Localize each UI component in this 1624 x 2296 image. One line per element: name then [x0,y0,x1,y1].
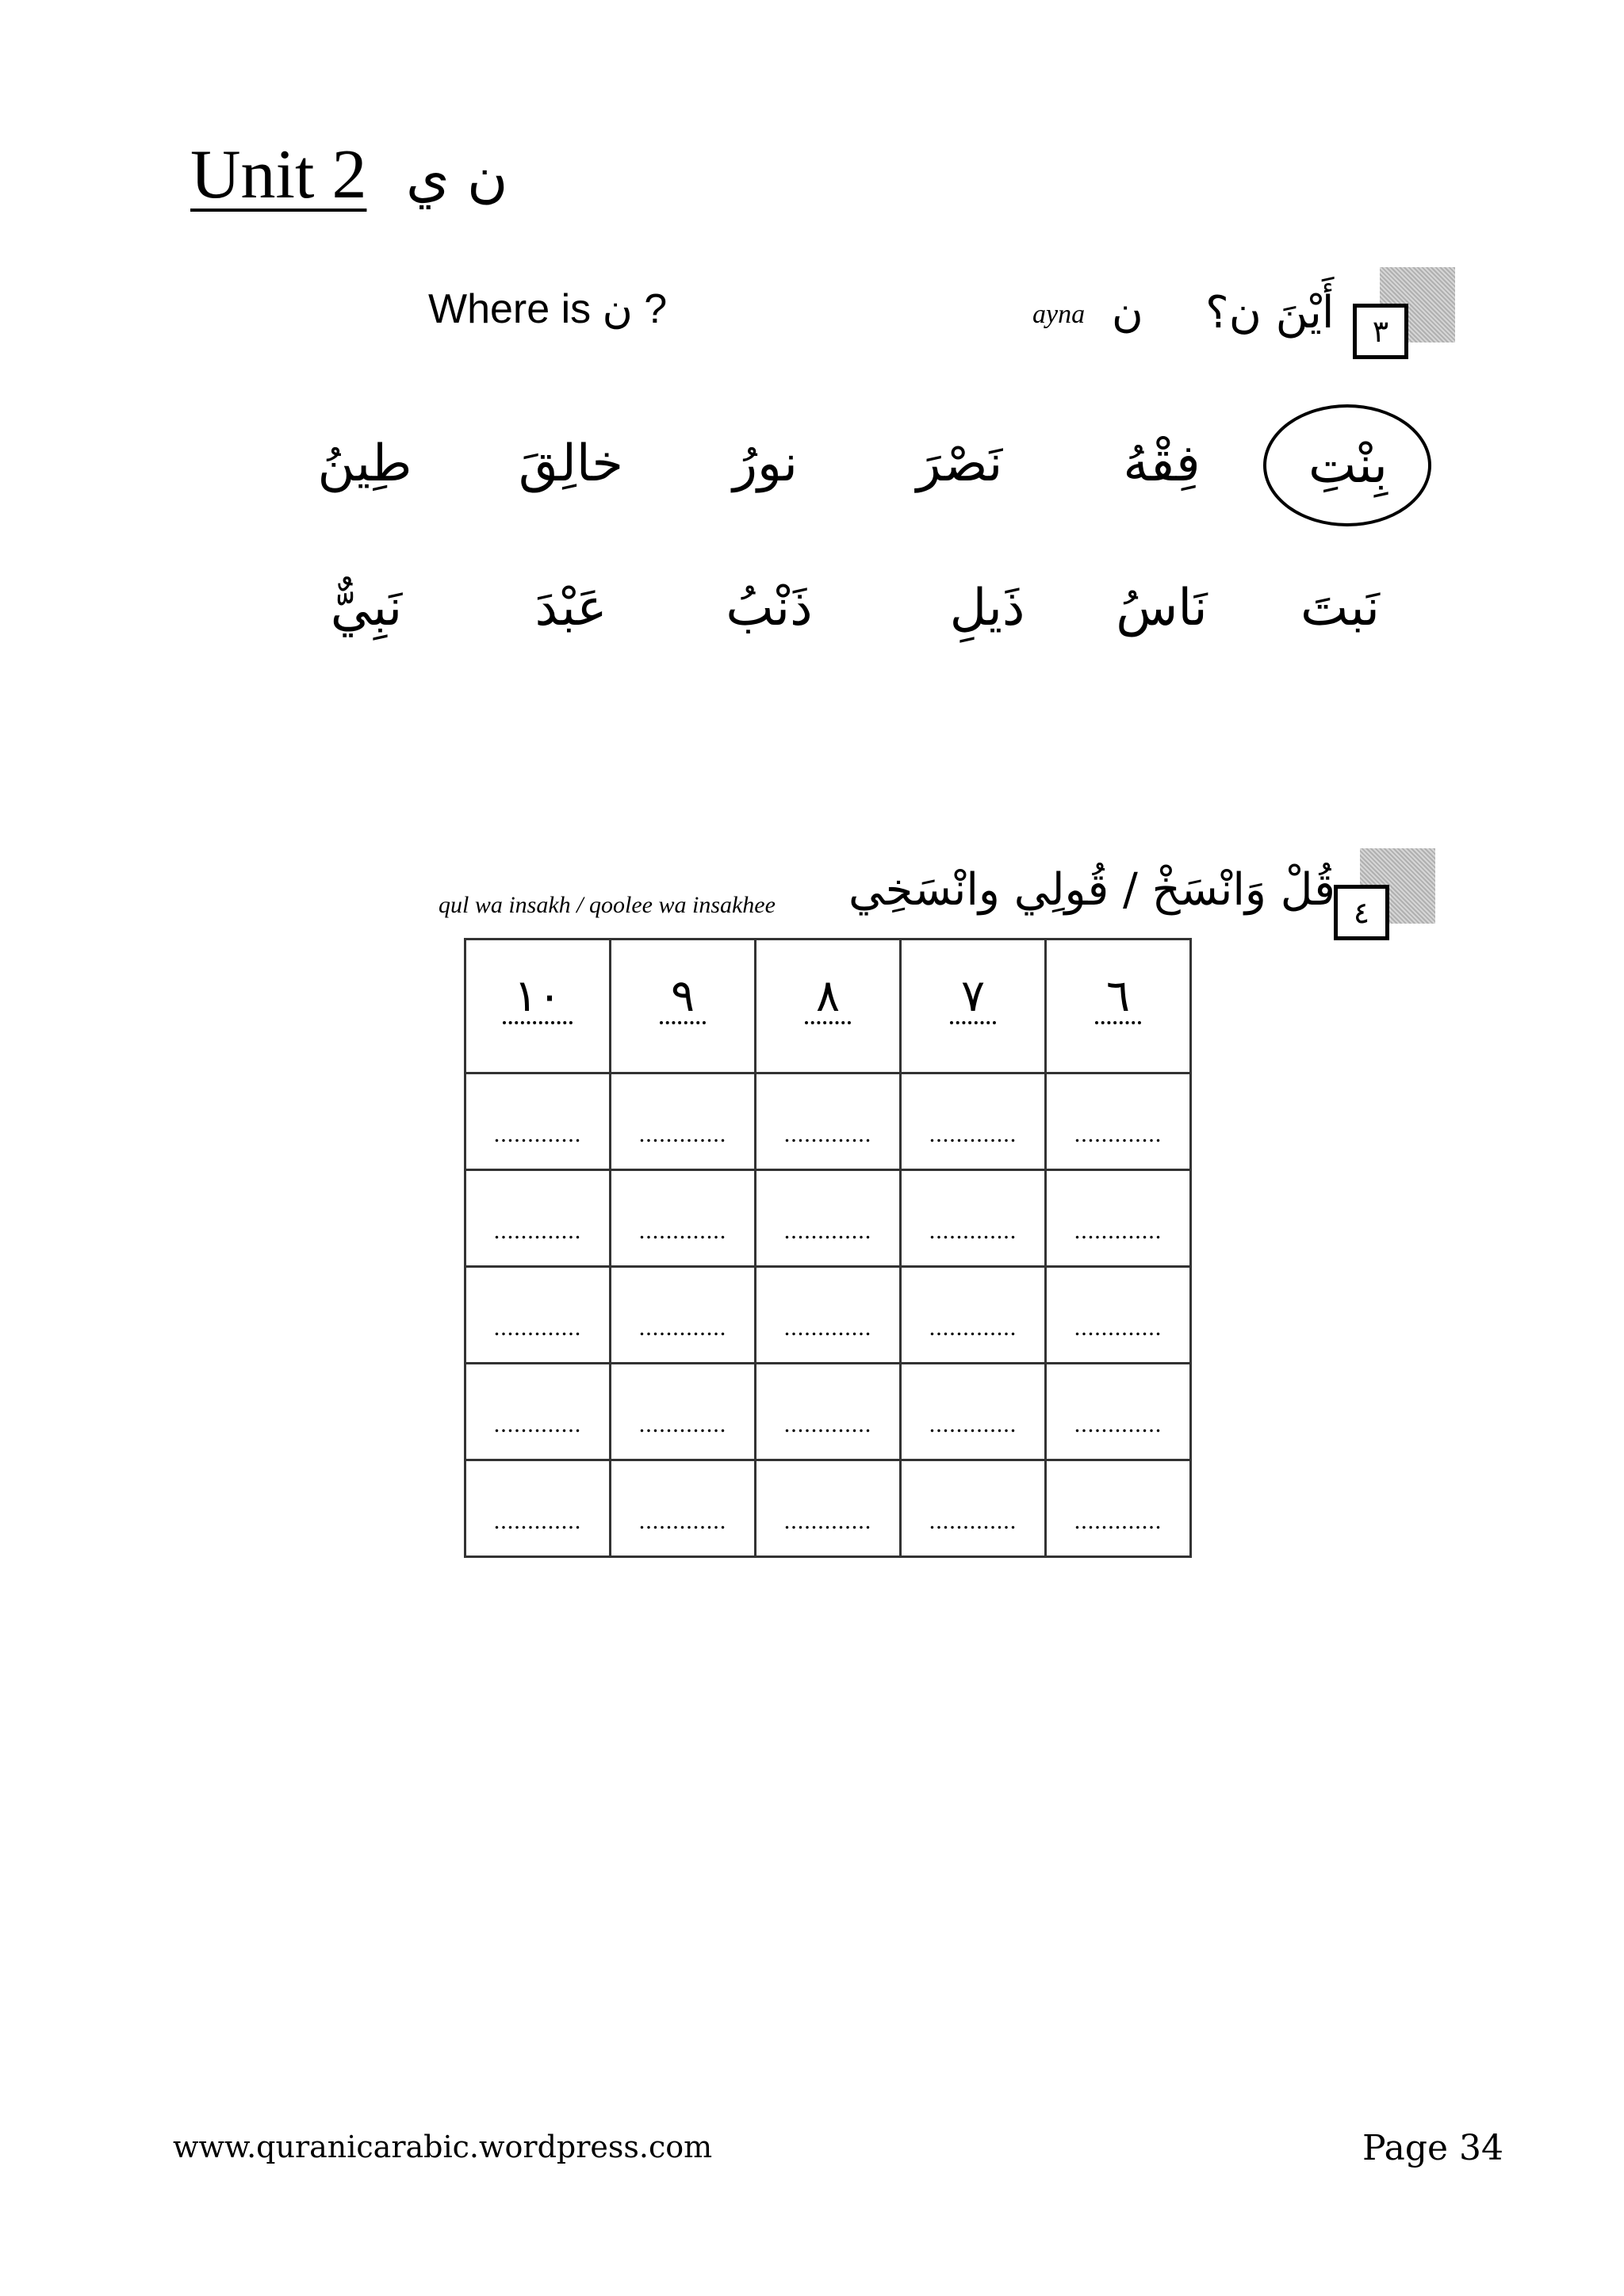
practice-cell [756,1460,901,1557]
word-row1-6: طِينُ [317,434,412,493]
instruction-english: qul wa insakh / qoolee wa insakhee [439,892,776,918]
question-arabic: أَيْنَ ن؟ [1205,287,1335,339]
writing-line: ............. [493,1120,582,1147]
word-row1-1: بِنْتِ [1308,436,1388,495]
writing-line: ............. [493,1217,582,1244]
writing-line: ............. [929,1120,1017,1147]
practice-cell [901,1073,1046,1170]
word-row1-3: نَصْرَ [916,434,1003,493]
grid-header-cell [901,939,1046,1073]
practice-cell [901,1170,1046,1267]
practice-row [465,1460,1191,1557]
column-number: ٩ [660,972,706,1024]
writing-line: ............. [783,1410,872,1437]
writing-line: ............. [783,1217,872,1244]
writing-line: ............. [493,1507,582,1534]
word-row1-5: خالِقَ [519,434,623,493]
practice-row [465,1364,1191,1460]
unit-title: Unit 2 [190,136,367,213]
writing-line: ............. [1074,1120,1162,1147]
practice-row [465,1170,1191,1267]
writing-line: ............. [929,1507,1017,1534]
word-row2-5: عَبْدَ [534,579,607,637]
practice-cell [901,1364,1046,1460]
practice-cell [465,1267,611,1364]
writing-line: ............. [493,1410,582,1437]
practice-cell [611,1460,756,1557]
practice-row [465,1073,1191,1170]
writing-line: ............. [1074,1217,1162,1244]
grid-header-cell [465,939,611,1073]
word-row2-2: نَاسُ [1116,579,1208,637]
writing-line: ............. [783,1507,872,1534]
grid-header-cell [611,939,756,1073]
word-row2-3: ذَيلِ [949,579,1025,637]
word-row1-4: نورُ [733,434,798,493]
writing-line: ............. [929,1410,1017,1437]
writing-line: ............. [493,1314,582,1341]
footer-url: www.quranicarabic.wordpress.com [173,2130,713,2164]
writing-line: ............. [929,1217,1017,1244]
writing-line: ............. [1074,1507,1162,1534]
grid-header-row [465,939,1191,1073]
practice-cell [611,1267,756,1364]
question-letter: ن [1112,287,1143,337]
practice-cell [1046,1364,1191,1460]
writing-line: ............. [638,1120,727,1147]
writing-line: ............. [638,1410,727,1437]
practice-cell [756,1267,901,1364]
practice-cell [901,1267,1046,1364]
word-row2-4: ذَنْبُ [726,579,813,637]
column-number: ٨ [805,972,851,1024]
practice-cell [756,1170,901,1267]
writing-line: ............. [1074,1314,1162,1341]
writing-line: ............. [638,1314,727,1341]
practice-cell [901,1460,1046,1557]
practice-cell [611,1364,756,1460]
practice-cell [1046,1170,1191,1267]
writing-line: ............. [638,1507,727,1534]
writing-line: ............. [783,1120,872,1147]
practice-cell [1046,1460,1191,1557]
exercise-4-number: ٤ [1334,885,1389,940]
exercise-3-number: ٣ [1353,304,1408,359]
unit-letters: ن ي [406,144,508,209]
page-number: Page 34 [1362,2128,1504,2168]
practice-cell [611,1073,756,1170]
practice-cell [465,1073,611,1170]
question-english: Where is ن ? [428,286,668,332]
writing-line: ............. [638,1217,727,1244]
practice-cell [465,1460,611,1557]
word-row2-1: نَبتَ [1300,579,1380,637]
practice-cell [1046,1073,1191,1170]
column-number: ٦ [1095,972,1141,1024]
grid-header-cell [756,939,901,1073]
practice-cell [1046,1267,1191,1364]
writing-line: ............. [783,1314,872,1341]
column-number: ١٠ [503,972,573,1024]
practice-cell [611,1170,756,1267]
practice-grid [464,938,1192,1558]
question-transliteration: ayna [1032,300,1086,329]
instruction-arabic: قُلْ وَانْسَخْ / قُولِي وانْسَخِي [848,864,1335,916]
practice-cell [756,1073,901,1170]
word-row1-2: فِقْهُ [1123,434,1201,493]
practice-row [465,1267,1191,1364]
column-number: ٧ [950,972,996,1024]
writing-line: ............. [1074,1410,1162,1437]
word-row2-6: نَبِيٌّ [330,579,403,637]
practice-cell [465,1170,611,1267]
practice-cell [756,1364,901,1460]
grid-header-cell [1046,939,1191,1073]
practice-cell [465,1364,611,1460]
writing-line: ............. [929,1314,1017,1341]
